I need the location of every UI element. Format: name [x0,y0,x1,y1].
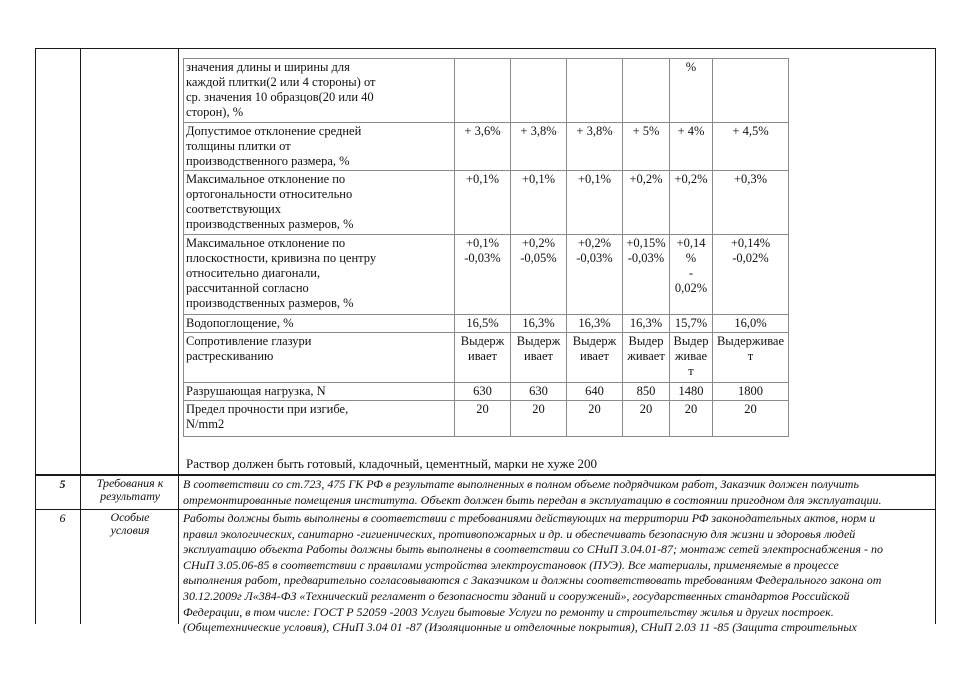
spec-value-line: 630 [473,384,492,398]
section6-text-line: (Общетехнические условия), СНиП 3.04 01 -87 (Изоляционные и отделочные покрытия), СНиП 2.03 11 -85 (Защита строительных [183,620,857,635]
spec-parameter-line: Допустимое отклонение средней [186,124,362,138]
spec-value-cell [713,123,789,171]
spec-value-cell [623,59,670,123]
spec-value-line: 20 [588,402,601,416]
spec-value-line: -0,03% [576,251,613,265]
spec-value-line: -0,05% [520,251,557,265]
spec-row [184,315,789,333]
spec-value-line: +0,2% [674,172,708,186]
spec-value-cell [511,59,567,123]
spec-parameter-cell [184,123,455,171]
spec-value-line: +0,1% [465,236,500,250]
spec-value-line: 20 [744,402,757,416]
spec-value-line: +0,2% [521,236,556,250]
spec-value-line: Выдер [628,334,664,348]
section6-title [82,511,178,537]
spec-parameter-cell [184,383,455,401]
spec-value-cell [713,235,789,315]
section6-title-line: Особые [110,510,150,524]
spec-parameter-line: плоскостности, кривизна по центру [186,251,377,265]
spec-row [184,123,789,171]
spec-value-line: ивает [468,349,497,363]
spec-value-cell [623,123,670,171]
spec-value-cell [670,59,713,123]
spec-value-cell [455,171,511,235]
spec-value-cell [713,59,789,123]
section6-text-line: 30.12.2009г Л«384-ФЗ «Технический регламент о безопасности зданий и сооружений», государственных стандартов Российской [183,588,850,603]
spec-value-cell [567,123,623,171]
spec-value-line: 20 [639,402,653,416]
spec-parameter-line: Предел прочности при изгибе, [186,402,349,416]
spec-parameter-line: рассчитанной согласно [186,281,309,295]
section5-text-line: В соответствии со ст.723, 475 ГК РФ в результате выполненных в полном объеме подрядчиком работ, Заказчик должен получить [183,477,859,491]
spec-value-cell [670,315,713,333]
col-title-divider [178,48,179,624]
spec-value-line: + 3,8% [576,124,613,138]
spec-value-cell [623,383,670,401]
spec-value-cell [567,401,623,437]
spec-value-line: 630 [529,384,548,398]
spec-value-line: живае [674,349,708,363]
col-number-divider [80,48,81,624]
spec-value-line: 16,3% [578,316,611,330]
spec-value-cell [455,333,511,383]
spec-parameter-line: Водопоглощение, % [186,316,294,330]
spec-row [184,59,789,123]
spec-value-cell [713,401,789,437]
spec-value-line: Выдер [673,334,709,348]
spec-value-cell [567,333,623,383]
section6-text [183,511,933,636]
spec-value-line: 0,02% [674,281,708,295]
spec-value-cell [511,315,567,333]
spec-parameter-line: относительно диагонали, [186,266,321,280]
frame-right-line [935,48,936,624]
spec-value-cell [713,383,789,401]
spec-value-line: + 4,5% [732,124,769,138]
spec-row [184,333,789,383]
spec-value-line: Выдерж [460,334,505,348]
section6-text-line: эксплуатацию объекта Работы должны быть выполнены в соответствии со СНиП 3.04.01-87; монтаж сетей электроснабжения - по [183,542,883,557]
spec-value-cell [511,123,567,171]
spec-value-line: т [747,349,754,363]
tile-spec-table [183,58,789,437]
spec-value-line: % [685,60,697,74]
spec-value-line: % [685,251,697,265]
spec-value-line: 15,7% [674,316,708,330]
spec-parameter-cell [184,235,455,315]
spec-value-line: +0,1% [521,172,556,186]
spec-parameter-cell [184,401,455,437]
spec-value-line: + 5% [632,124,660,138]
spec-parameter-line: ср. значения 10 образцов(20 или 40 [186,90,374,104]
spec-value-line: Выдерж [516,334,561,348]
spec-parameter-line: Максимальное отклонение по [186,236,346,250]
section6-number: 6 [59,511,66,525]
spec-parameter-line: Сопротивление глазури [186,334,312,348]
spec-value-line: 16,3% [522,316,555,330]
row5-top-line [35,474,936,476]
spec-parameter-line: растрескиванию [186,349,274,363]
spec-value-cell [511,333,567,383]
spec-value-cell [567,59,623,123]
spec-value-cell [511,171,567,235]
spec-value-line: 20 [476,402,489,416]
spec-parameter-line: Максимальное отклонение по [186,172,346,186]
spec-parameter-line: производственных размеров, % [186,296,354,310]
spec-value-cell [455,401,511,437]
row6-top-line [35,509,936,510]
spec-value-line: 16,3% [629,316,663,330]
spec-value-cell [623,235,670,315]
spec-row [184,383,789,401]
spec-parameter-line: соответствующих [186,202,281,216]
section6-title-line: условия [110,523,150,537]
spec-value-cell [567,235,623,315]
spec-value-line: -0,02% [732,251,769,265]
spec-value-line: 20 [684,402,698,416]
spec-parameter-line: толщины плитки от [186,139,291,153]
spec-value-cell [455,383,511,401]
spec-value-cell [455,59,511,123]
spec-value-line: ивает [580,349,609,363]
spec-value-cell [623,401,670,437]
spec-value-line: 1480 [678,384,704,398]
spec-value-line: + 3,6% [464,124,501,138]
spec-parameter-cell [184,59,455,123]
spec-value-line: +0,14 [676,236,706,250]
spec-value-line: +0,1% [577,172,612,186]
spec-row [184,171,789,235]
spec-value-line: 850 [636,384,656,398]
spec-value-line: -0,03% [627,251,665,265]
spec-value-cell [511,383,567,401]
spec-value-line: -0,03% [464,251,501,265]
spec-value-cell [670,171,713,235]
spec-value-line: +0,1% [465,172,500,186]
tile-spec-body [184,59,789,437]
spec-value-cell [511,235,567,315]
spec-row [184,401,789,437]
section5-text [183,477,933,508]
spec-value-line: 16,0% [734,316,767,330]
section6-text-line: выполнения работ, предварительно согласовываются с Заказчиком и должны соответствовать требованиям Федерального закона от [183,573,882,588]
spec-parameter-line: N/mm2 [186,417,225,431]
spec-parameter-line: ортогональности относительно [186,187,353,201]
section6-text-line: Федерации, в том числе: ГОСТ Р 52059 -2003 Услуги бытовые Услуги по ремонту и строительству жилья и других построек. [183,604,834,619]
spec-value-line: +0,14% [730,236,771,250]
spec-value-cell [670,383,713,401]
spec-value-cell [670,235,713,315]
spec-value-line: 16,5% [466,316,499,330]
spec-value-cell [623,333,670,383]
spec-value-line: + 3,8% [520,124,557,138]
section5-title-line: Требования к [96,476,164,490]
spec-value-line: 1800 [738,384,763,398]
spec-parameter-line: производственного размера, % [186,154,350,168]
spec-value-cell [567,171,623,235]
section5-title-line: результату [100,489,160,503]
spec-value-line: живает [627,349,665,363]
spec-value-line: +0,15% [626,236,666,250]
spec-parameter-line: производственных размеров, % [186,217,354,231]
spec-parameter-line: значения длины и ширины для [186,60,350,74]
spec-value-cell [623,315,670,333]
spec-value-cell [670,123,713,171]
spec-parameter-line: Разрушающая нагрузка, N [186,384,326,398]
spec-value-line: 20 [532,402,545,416]
spec-value-line: т [688,364,694,378]
section5-text-line: отремонтированные помещения института. Объект должен быть передан в эксплуатацию в состоянии пригодном для эксплуатации. [183,492,882,507]
spec-value-cell [455,235,511,315]
spec-value-line: ивает [524,349,553,363]
spec-value-cell [623,171,670,235]
spec-value-cell [670,333,713,383]
spec-value-cell [713,333,789,383]
section6-text-line: правил экологических, санитарно -гигиенических, противопожарных и др. и обеспечивать безопасную для жизни и здоровья людей [183,526,856,541]
spec-value-line: - [688,266,694,280]
section5-title [82,477,178,503]
spec-value-cell [511,401,567,437]
mortar-requirement-note: Раствор должен быть готовый, кладочный, цементный, марки не хуже 200 [186,456,597,471]
section5-number: 5 [59,477,66,491]
section6-text-line: Работы должны быть выполнены в соответствии с требованиями действующих на территории РФ законодательных актов, норм и [183,511,876,525]
spec-value-cell [713,315,789,333]
spec-value-line: Выдерживае [716,334,785,348]
spec-value-cell [670,401,713,437]
spec-parameter-line: каждой плитки(2 или 4 стороны) от [186,75,376,89]
spec-value-line: Выдерж [572,334,617,348]
frame-left-line [35,48,36,624]
spec-parameter-cell [184,333,455,383]
spec-value-cell [567,315,623,333]
spec-value-cell [713,171,789,235]
spec-value-cell [455,315,511,333]
spec-value-line: +0,3% [733,172,768,186]
frame-top-line [35,48,936,49]
spec-value-line: 640 [585,384,604,398]
spec-parameter-cell [184,315,455,333]
spec-value-cell [567,383,623,401]
section6-text-line: СНиП 3.05.06-85 в соответствии с правилами устройства электроустановок (ПУЭ). Все материалы, применяемые в процессе [183,557,839,572]
spec-parameter-line: сторон), % [186,105,244,119]
spec-row [184,235,789,315]
spec-value-cell [455,123,511,171]
spec-value-line: + 4% [677,124,705,138]
spec-value-line: +0,2% [577,236,612,250]
spec-parameter-cell [184,171,455,235]
spec-value-line: +0,2% [629,172,663,186]
